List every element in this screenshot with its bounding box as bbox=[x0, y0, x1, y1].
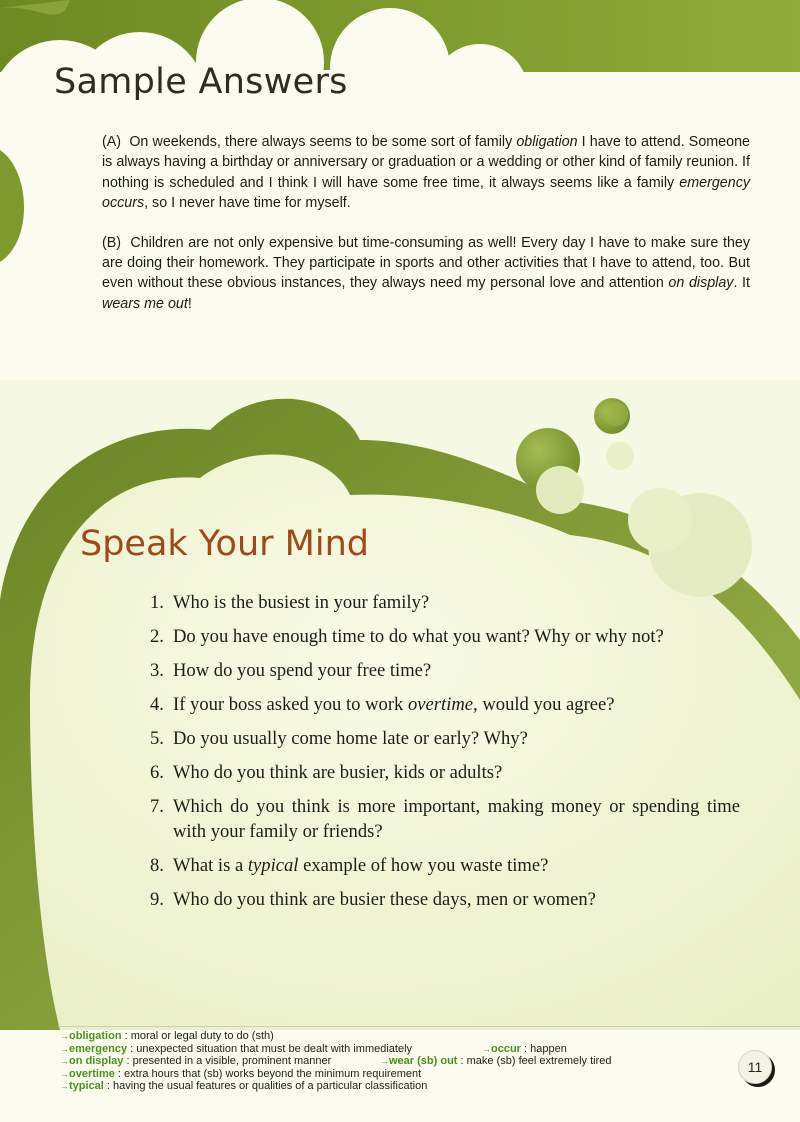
question-item: 3. How do you spend your free time? bbox=[150, 660, 432, 681]
page-number: 11 bbox=[738, 1050, 772, 1084]
question-item: 1. Who is the busiest in your family? bbox=[150, 592, 430, 613]
sample-answers bbox=[102, 132, 750, 333]
question-item: 8. What is a typical example of how you waste time? bbox=[150, 855, 549, 876]
keyword-on-display: on display bbox=[668, 275, 734, 292]
keyword-overtime: overtime bbox=[407, 694, 474, 715]
arrow-icon: → bbox=[482, 1043, 491, 1054]
glossary-entry: →emergency : unexpected situation that must be dealt with immediately bbox=[60, 1042, 413, 1055]
question-item: 2. Do you have enough time to do what you want? Why or why not? bbox=[150, 626, 664, 647]
question-item: 5. Do you usually come home late or early? Why? bbox=[150, 728, 528, 749]
arrow-icon: → bbox=[60, 1043, 69, 1054]
question-item: 4. If your boss asked you to work overtime, would you agree? bbox=[150, 694, 615, 715]
glossary-entry: →typical : having the usual features or qualities of a particular classification bbox=[60, 1080, 428, 1093]
glossary-entry: →wear (sb) out : make (sb) feel extremely tired bbox=[380, 1055, 612, 1068]
glossary-entry: →obligation : moral or legal duty to do (sth) bbox=[60, 1030, 274, 1042]
question-item: 9. Who do you think are busier these days, men or women? bbox=[150, 889, 596, 910]
glossary-entry: →on display : presented in a visible, prominent manner bbox=[60, 1055, 332, 1068]
question-list bbox=[150, 590, 740, 921]
question-item: 6. Who do you think are busier, kids or adults? bbox=[150, 762, 503, 783]
answer-b: (B) Children are not only expensive but time-consuming as well! Every day I have to make sure they are doing their homework. They participate in sports and other activities that I have to attend, too. But even without these obvious instances, they always need my personal love and attention on display. It wears me out! bbox=[102, 234, 750, 312]
keyword-wears-me-out: wears me out bbox=[102, 295, 188, 312]
glossary-divider bbox=[58, 1026, 800, 1027]
glossary bbox=[60, 1030, 750, 1093]
page-title: Sample Answers bbox=[54, 62, 348, 102]
arrow-icon: → bbox=[380, 1056, 389, 1067]
arrow-icon: → bbox=[60, 1081, 69, 1092]
glossary-entry: →occur : happen bbox=[482, 1042, 567, 1055]
keyword-typical: typical bbox=[247, 855, 299, 876]
arrow-icon: → bbox=[60, 1031, 69, 1041]
question-item: 7. Which do you think is more important, making money or spending time with your family or friends? bbox=[150, 796, 740, 842]
keyword-obligation: obligation bbox=[516, 134, 578, 150]
arrow-icon: → bbox=[60, 1068, 69, 1079]
arrow-icon: → bbox=[60, 1056, 69, 1067]
section-title: Speak Your Mind bbox=[80, 524, 369, 564]
glossary-entry: →overtime : extra hours that (sb) works beyond the minimum requirement bbox=[60, 1067, 422, 1080]
keyword-emergency-occurs: emergency occurs bbox=[102, 174, 750, 212]
answer-a: (A) On weekends, there always seems to be some sort of family obligation I have to attend. Someone is always having a birthday or anniversary or graduation or a wedding or other kind of family reunion. If nothing is scheduled and I think I will have some free time, it always seems like a family emergency occurs, so I never have time for myself. bbox=[102, 134, 750, 212]
